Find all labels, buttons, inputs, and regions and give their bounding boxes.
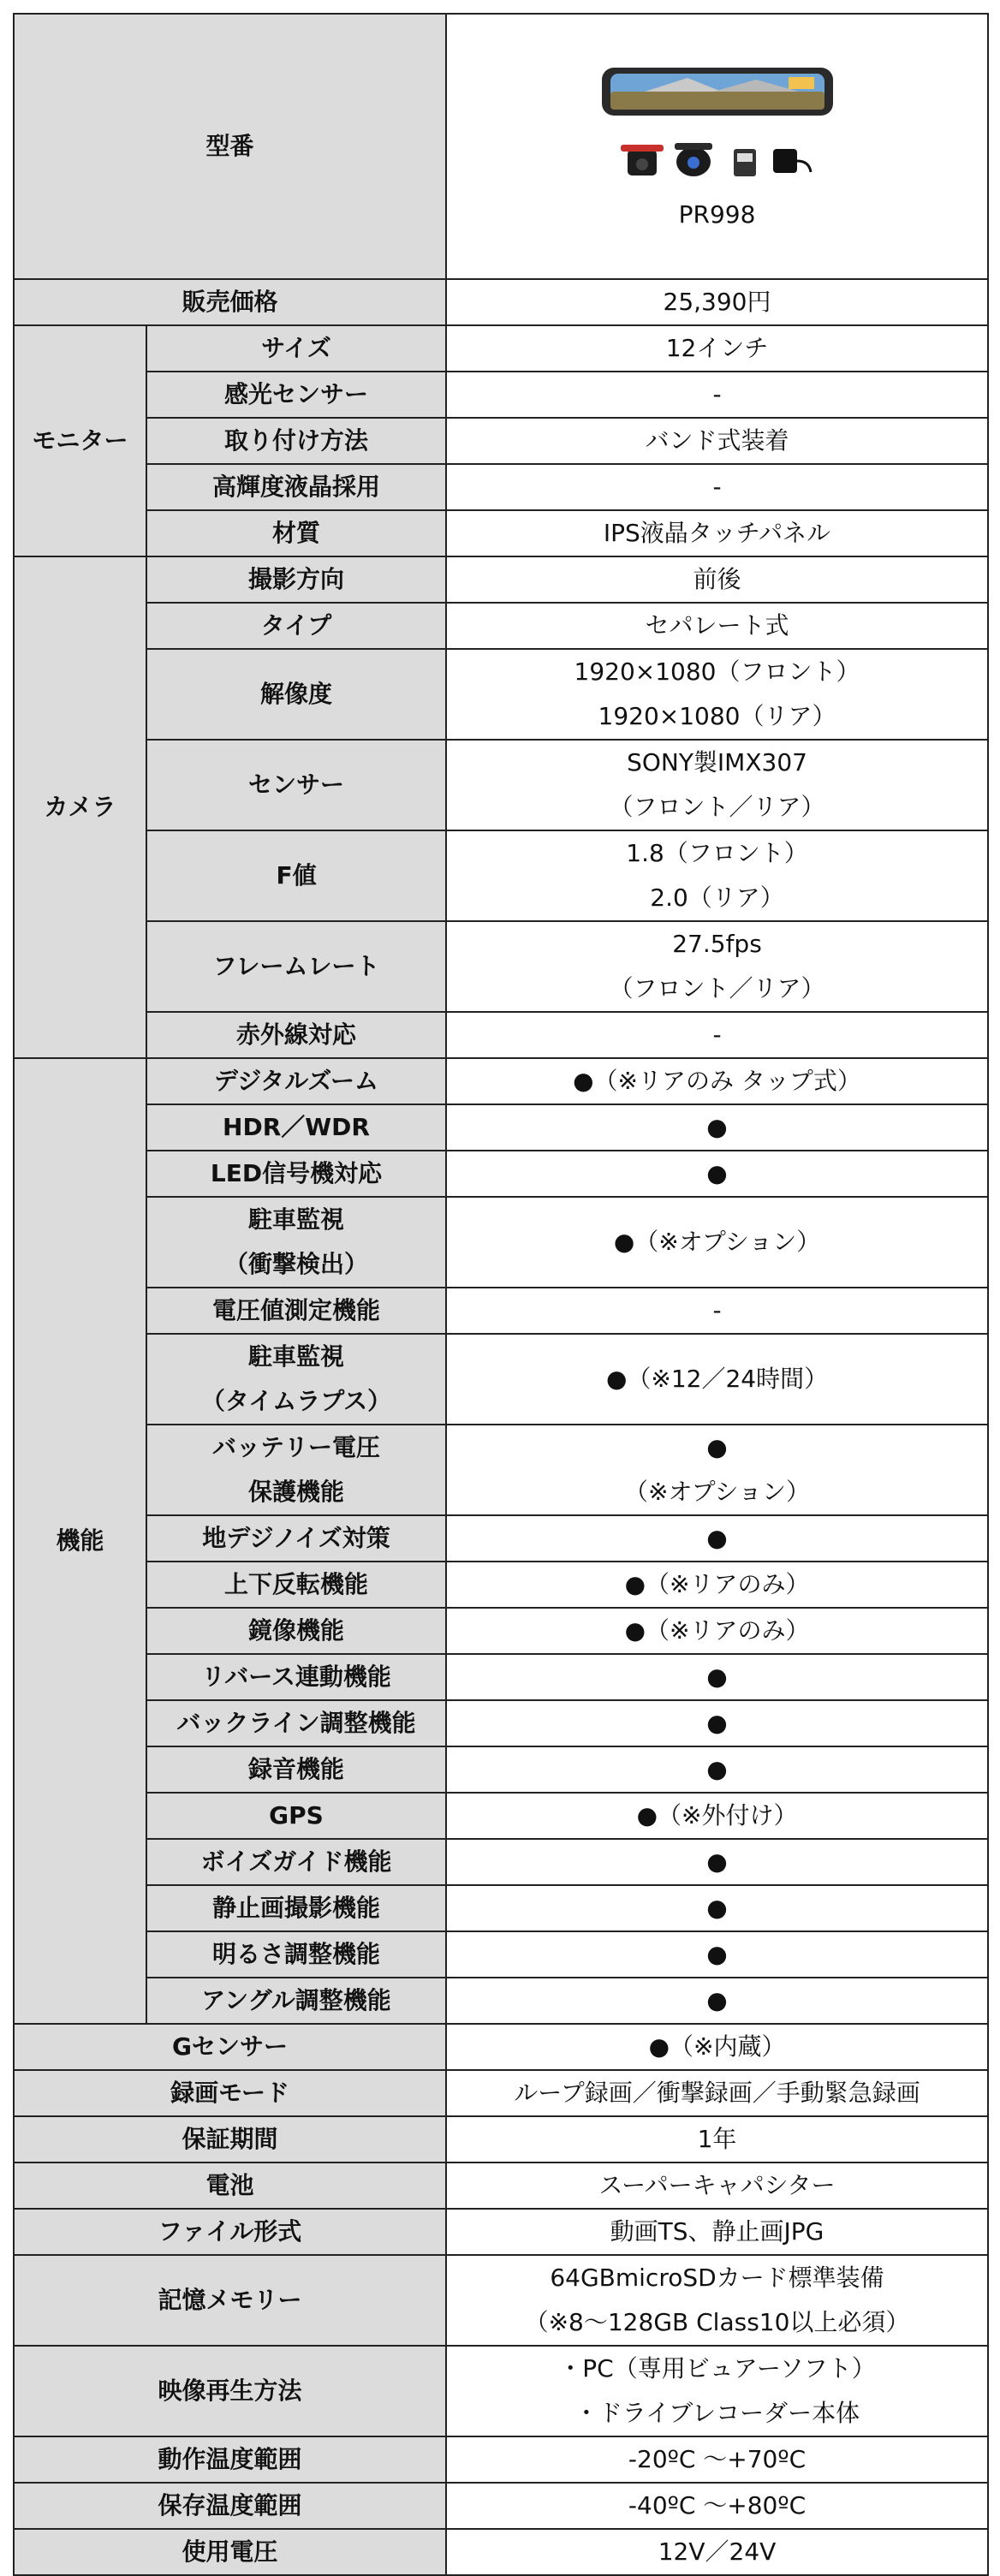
row-value xyxy=(446,2529,988,2575)
cell-line: ● xyxy=(706,1940,728,1968)
table-row xyxy=(14,1839,988,1885)
model-name: PR998 xyxy=(678,200,756,229)
row-value xyxy=(446,1151,988,1197)
cell-line: - xyxy=(712,473,722,501)
table-row xyxy=(14,325,988,372)
cell-line: -40ºC ～+80ºC xyxy=(628,2491,807,2519)
row-label: 記憶メモリー xyxy=(14,2255,446,2346)
table-row xyxy=(14,740,988,830)
table-row xyxy=(14,1885,988,1931)
table-row xyxy=(14,1515,988,1562)
row-label xyxy=(146,1058,446,1104)
row-value xyxy=(446,1654,988,1700)
row-label: 保証期間 xyxy=(14,2116,446,2163)
table-row xyxy=(14,1425,988,1515)
row-label xyxy=(146,1793,446,1839)
row-value xyxy=(446,740,988,830)
table-row xyxy=(14,1151,988,1197)
cell-line: - xyxy=(712,1296,722,1324)
cell-line: 1年 xyxy=(697,2125,737,2153)
cell-line: ●（※12／24時間） xyxy=(605,1365,829,1393)
table-row xyxy=(14,649,988,740)
cell-line: （※8～128GB Class10以上必須） xyxy=(524,2308,910,2336)
cell-line: バンド式装着 xyxy=(645,426,789,455)
spec-table-body xyxy=(14,14,988,2575)
cell-line: ● xyxy=(706,1524,728,1552)
row-value xyxy=(446,1012,988,1058)
table-row xyxy=(14,2346,988,2436)
row-label: 電池 xyxy=(14,2163,446,2209)
row-label xyxy=(146,1425,446,1515)
row-label xyxy=(146,1197,446,1288)
table-row xyxy=(14,830,988,921)
cell-line: ● xyxy=(706,1894,728,1922)
cell-line: 27.5fps xyxy=(672,930,762,958)
row-label: 高輝度液晶採用 xyxy=(146,464,446,510)
cell-line: ●（※リアのみ） xyxy=(624,1570,810,1598)
row-label: 材質 xyxy=(146,510,446,556)
table-row xyxy=(14,1334,988,1425)
row-label xyxy=(146,1515,446,1562)
row-value xyxy=(446,1515,988,1562)
cell-line: ● xyxy=(706,1433,728,1461)
cell-line: -20ºC ～+70ºC xyxy=(628,2445,807,2473)
row-value xyxy=(446,556,988,603)
cell-line: （※オプション） xyxy=(624,1478,810,1506)
row-label: 販売価格 xyxy=(14,279,446,325)
cell-line: 駐車監視 xyxy=(248,1342,345,1371)
row-label xyxy=(146,1151,446,1197)
spec-table xyxy=(13,13,989,2576)
row-value xyxy=(446,2346,988,2436)
cell-line: 12V／24V xyxy=(658,2537,777,2566)
cell-line: 駐車監視 xyxy=(248,1205,345,1234)
row-label xyxy=(146,1931,446,1978)
cell-line: LED信号機対応 xyxy=(210,1159,383,1187)
row-label: サイズ xyxy=(146,325,446,372)
table-row xyxy=(14,1793,988,1839)
table-row xyxy=(14,418,988,464)
cell-line: スーパーキャパシター xyxy=(598,2171,836,2199)
row-label xyxy=(146,1334,446,1425)
table-row xyxy=(14,556,988,603)
table-row xyxy=(14,1562,988,1608)
cell-line: （フロント／リア） xyxy=(609,974,825,1002)
table-row xyxy=(14,1978,988,2024)
row-value xyxy=(446,2483,988,2529)
cell-line: 2.0（リア） xyxy=(650,883,784,912)
cell-line: 12インチ xyxy=(665,334,769,362)
model-label: 型番 xyxy=(14,14,446,279)
cell-line: デジタルズーム xyxy=(213,1067,379,1095)
row-label: 保存温度範囲 xyxy=(14,2483,446,2529)
cell-line: 1920×1080（フロント） xyxy=(574,657,860,686)
table-row xyxy=(14,2529,988,2575)
row-value xyxy=(446,2116,988,2163)
row-value xyxy=(446,1425,988,1515)
cell-line: 録音機能 xyxy=(248,1755,345,1783)
row-label xyxy=(146,1885,446,1931)
row-value xyxy=(446,649,988,740)
cell-line: SONY製IMX307 xyxy=(627,748,807,776)
cell-line: - xyxy=(712,1020,722,1049)
cell-line: 電圧値測定機能 xyxy=(212,1296,381,1324)
row-label xyxy=(146,1104,446,1151)
cell-line: ボイズガイド機能 xyxy=(200,1847,392,1876)
row-label: センサー xyxy=(146,740,446,830)
cell-line: セパレート式 xyxy=(645,611,789,640)
row-label xyxy=(146,1608,446,1654)
table-row xyxy=(14,1746,988,1793)
table-row xyxy=(14,2209,988,2255)
row-label xyxy=(146,1746,446,1793)
table-row xyxy=(14,2024,988,2070)
cell-line: ●（※外付け） xyxy=(636,1801,798,1829)
cell-line: 1.8（フロント） xyxy=(626,839,808,867)
table-row xyxy=(14,1288,988,1334)
row-value xyxy=(446,2070,988,2116)
row-value xyxy=(446,1288,988,1334)
table-row xyxy=(14,2483,988,2529)
row-value xyxy=(446,603,988,649)
cell-line: IPS液晶タッチパネル xyxy=(603,519,831,547)
row-value xyxy=(446,1746,988,1793)
cell-line: ・PC（専用ビュアーソフト） xyxy=(558,2354,876,2383)
cell-line: ● xyxy=(706,1663,728,1691)
group-label: 機能 xyxy=(14,1058,146,2024)
row-label xyxy=(146,1562,446,1608)
group-label: モニター xyxy=(14,325,146,556)
row-label xyxy=(146,1700,446,1746)
row-value xyxy=(446,464,988,510)
cell-line: アングル調整機能 xyxy=(201,1986,391,2014)
cell-line: 地デジノイズ対策 xyxy=(202,1524,390,1552)
row-value xyxy=(446,1058,988,1104)
row-label: 動作温度範囲 xyxy=(14,2436,446,2483)
row-value xyxy=(446,510,988,556)
table-row xyxy=(14,1012,988,1058)
cell-line: ループ録画／衝撃録画／手動緊急録画 xyxy=(514,2079,920,2107)
cell-line: ●（※内蔵） xyxy=(648,2032,786,2061)
cell-line: 鏡像機能 xyxy=(248,1616,345,1645)
cell-line: （フロント／リア） xyxy=(609,793,825,821)
cell-line: バッテリー電圧 xyxy=(212,1433,381,1461)
row-value xyxy=(446,1793,988,1839)
row-value xyxy=(446,1885,988,1931)
row-value xyxy=(446,1931,988,1978)
cell-line: 動画TS、静止画JPG xyxy=(610,2217,824,2246)
table-row xyxy=(14,464,988,510)
table-row xyxy=(14,1931,988,1978)
cell-line: ● xyxy=(706,1755,728,1783)
row-label: 録画モード xyxy=(14,2070,446,2116)
cell-line: ● xyxy=(706,1709,728,1737)
row-value xyxy=(446,1608,988,1654)
model-cell xyxy=(446,14,988,279)
cell-line: 明るさ調整機能 xyxy=(212,1940,381,1968)
table-row xyxy=(14,279,988,325)
table-row xyxy=(14,921,988,1012)
row-value xyxy=(446,2024,988,2070)
row-value xyxy=(446,2436,988,2483)
row-label: フレームレート xyxy=(146,921,446,1012)
row-value xyxy=(446,1700,988,1746)
cell-line: （タイムラプス） xyxy=(200,1387,392,1415)
table-row xyxy=(14,2436,988,2483)
row-value xyxy=(446,1978,988,2024)
table-row xyxy=(14,2116,988,2163)
row-label: Gセンサー xyxy=(14,2024,446,2070)
row-value xyxy=(446,1197,988,1288)
row-label: タイプ xyxy=(146,603,446,649)
cell-line: ● xyxy=(706,1847,728,1876)
row-label: 解像度 xyxy=(146,649,446,740)
row-label: F値 xyxy=(146,830,446,921)
table-row xyxy=(14,1058,988,1104)
cell-line: ●（※オプション） xyxy=(613,1228,821,1256)
row-label: 感光センサー xyxy=(146,372,446,418)
row-value xyxy=(446,1839,988,1885)
row-value xyxy=(446,921,988,1012)
cell-line: ●（※リアのみ） xyxy=(624,1616,810,1645)
row-label: 撮影方向 xyxy=(146,556,446,603)
table-row xyxy=(14,2163,988,2209)
product-image xyxy=(593,61,842,189)
row-label xyxy=(146,1978,446,2024)
cell-line: 静止画撮影機能 xyxy=(212,1894,381,1922)
table-row xyxy=(14,1197,988,1288)
cell-line: HDR／WDR xyxy=(223,1113,370,1141)
row-label: 使用電圧 xyxy=(14,2529,446,2575)
cell-line: ● xyxy=(706,1113,728,1141)
cell-line: ・ドライブレコーダー本体 xyxy=(574,2399,860,2427)
row-value xyxy=(446,372,988,418)
row-label: 赤外線対応 xyxy=(146,1012,446,1058)
row-label xyxy=(146,1839,446,1885)
cell-line: 64GBmicroSDカード標準装備 xyxy=(550,2264,884,2292)
cell-line: バックライン調整機能 xyxy=(176,1709,416,1737)
table-row xyxy=(14,1654,988,1700)
group-label: カメラ xyxy=(14,556,146,1058)
table-row xyxy=(14,510,988,556)
row-value xyxy=(446,2255,988,2346)
row-label: 取り付け方法 xyxy=(146,418,446,464)
cell-line: ● xyxy=(706,1986,728,2014)
row-value xyxy=(446,325,988,372)
table-row xyxy=(14,1104,988,1151)
row-value xyxy=(446,2209,988,2255)
cell-line: （衝撃検出） xyxy=(224,1250,369,1278)
row-value xyxy=(446,418,988,464)
table-row xyxy=(14,603,988,649)
row-value xyxy=(446,1334,988,1425)
table-row xyxy=(14,1608,988,1654)
cell-line: ●（※リアのみ タップ式） xyxy=(573,1067,861,1095)
table-row xyxy=(14,2070,988,2116)
row-value xyxy=(446,830,988,921)
row-value: 25,390円 xyxy=(446,279,988,325)
cell-line: - xyxy=(712,380,722,408)
cell-line: 前後 xyxy=(693,565,741,593)
cell-line: ● xyxy=(706,1159,728,1187)
row-label xyxy=(146,1288,446,1334)
cell-line: 1920×1080（リア） xyxy=(598,702,836,730)
table-row xyxy=(14,1700,988,1746)
cell-line: リバース連動機能 xyxy=(201,1663,391,1691)
row-label: 映像再生方法 xyxy=(14,2346,446,2436)
cell-line: 保護機能 xyxy=(248,1478,345,1506)
row-value xyxy=(446,1104,988,1151)
row-label xyxy=(146,1654,446,1700)
table-row xyxy=(14,2255,988,2346)
row-label: ファイル形式 xyxy=(14,2209,446,2255)
table-row xyxy=(14,372,988,418)
cell-line: GPS xyxy=(269,1801,324,1829)
cell-line: 上下反転機能 xyxy=(224,1570,369,1598)
row-value xyxy=(446,1562,988,1608)
table-row-model xyxy=(14,14,988,279)
row-value xyxy=(446,2163,988,2209)
